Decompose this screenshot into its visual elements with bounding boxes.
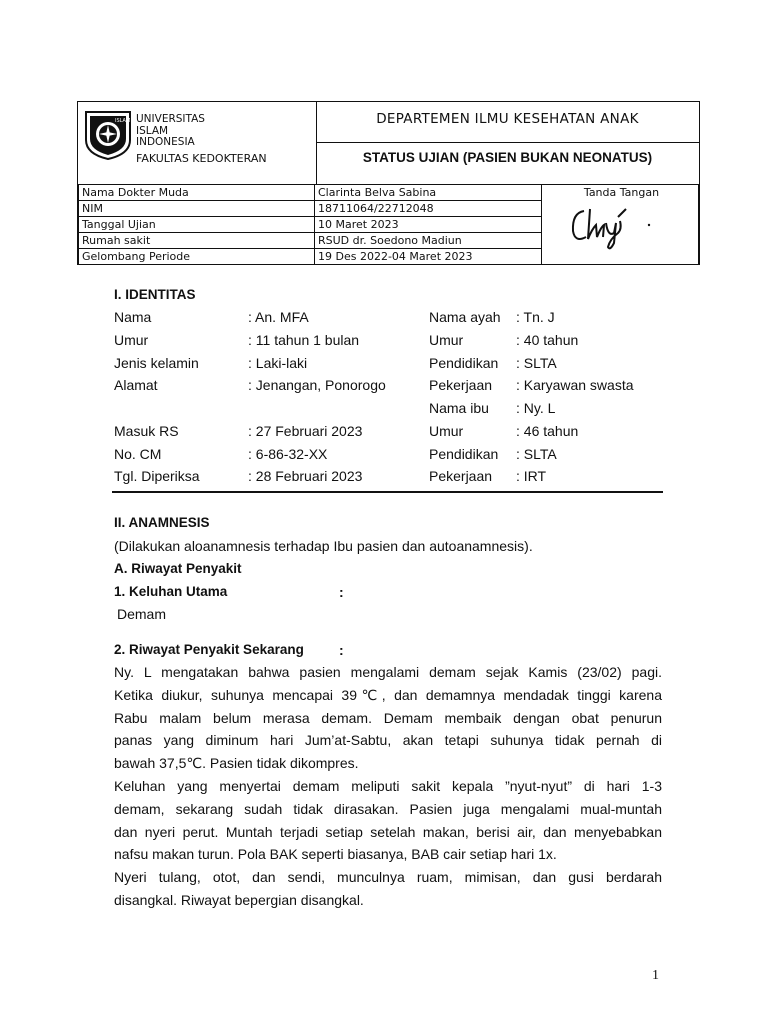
info-label: Rumah sakit [79,233,315,249]
identitas-value: : 28 Februari 2023 [248,468,363,484]
faculty-name: FAKULTAS KEDOKTERAN [136,152,267,165]
anamnesis-heading: II. ANAMNESIS [114,515,210,530]
department-title: DEPARTEMEN ILMU KESEHATAN ANAK [376,111,639,127]
identitas-value: : Karyawan swasta [516,377,634,393]
paragraph-line: Nyeri tulang, otot, dan sendi, munculnya ruam, mimisan, dan gusi berdarah [114,869,662,885]
identitas-label: Pekerjaan [429,377,493,393]
signature-label: Tanda Tangan [583,186,660,199]
table-row [79,185,699,201]
exam-status-title: STATUS UJIAN (PASIEN BUKAN NEONATUS) [362,150,653,165]
info-value: 10 Maret 2023 [315,217,542,233]
paragraph-line: Ny. L mengatakan bahwa pasien mengalami demam sejak Kamis (23/02) pagi. [114,664,662,680]
info-value: RSUD dr. Soedono Madiun [315,233,542,249]
anamnesis-intro: (Dilakukan aloanamnesis terhadap Ibu pasien dan autoanamnesis). [114,538,533,554]
handwritten-signature [570,203,670,253]
keluhan-utama-label: 1. Keluhan Utama [114,584,228,599]
paragraph-line: panas yang diminum hari Jum’at-Sabtu, akan tetapi suhunya tidak pernah di [114,732,662,749]
header-divider [316,142,699,143]
identitas-value: : IRT [516,468,547,484]
university-line: INDONESIA [136,136,195,148]
identitas-value: : SLTA [516,446,557,462]
logo-text: ISLAM [115,118,131,124]
identitas-label: Nama ibu [429,400,489,416]
identitas-value: : 11 tahun 1 bulan [248,332,360,348]
identitas-label: Pendidikan [429,355,499,371]
student-info-table [78,184,699,265]
info-value: Clarinta Belva Sabina [315,185,542,201]
riwayat-penyakit-heading: A. Riwayat Penyakit [114,561,242,576]
identitas-value: : 6-86-32-XX [248,446,328,462]
info-label: NIM [79,201,315,217]
keluhan-utama-colon: : [339,584,344,600]
header-table [77,101,700,265]
identitas-label: Pendidikan [429,446,499,462]
identitas-label: Pekerjaan [429,468,493,484]
paragraph-line: Rabu malam belum merasa demam. Demam membaik dengan obat penurun [114,709,662,726]
info-label: Gelombang Periode [79,249,315,265]
identitas-label: Jenis kelamin [114,355,199,371]
identitas-value: : Ny. L [516,400,556,416]
university-logo [84,110,132,160]
identitas-label: Alamat [114,377,158,393]
rps-paragraph-2 [114,775,662,866]
rps-paragraph-3 [114,866,662,912]
identitas-label: Nama ayah [429,309,501,325]
identitas-label: No. CM [114,446,162,462]
rps-label: 2. Riwayat Penyakit Sekarang [114,642,304,657]
info-value: 18711064/22712048 [315,201,542,217]
identitas-heading: I. IDENTITAS [114,287,196,302]
info-label: Tanggal Ujian [79,217,315,233]
university-name [136,114,205,149]
identitas-value: : Laki-laki [248,355,308,371]
paragraph-line: bawah 37,5℃. Pasien tidak dikompres. [114,755,359,772]
paragraph-line: disangkal. Riwayat bepergian disangkal. [114,891,364,908]
page-number: 1 [652,968,659,983]
identitas-value: : SLTA [516,355,557,371]
rps-colon: : [339,642,344,658]
identitas-label: Nama [114,309,152,325]
info-value: 19 Des 2022-04 Maret 2023 [315,249,542,265]
identitas-label: Umur [429,423,464,439]
paragraph-line: dan nyeri perut. Muntah terjadi setiap setelah makan, berisi air, dan menyebabkan [114,823,662,840]
keluhan-utama-value: Demam [117,606,167,622]
identitas-value: : Jenangan, Ponorogo [248,377,386,393]
info-label: Nama Dokter Muda [79,185,315,201]
identitas-label: Masuk RS [114,423,179,439]
university-line: UNIVERSITAS [136,113,205,125]
identitas-label: Tgl. Diperiksa [114,468,200,484]
identitas-value: : 46 tahun [516,423,579,439]
paragraph-line: Ketika diukur, suhunya mencapai 39℃, dan demamnya mendadak tinggi karena [114,686,662,703]
signature-cell [542,185,699,265]
university-line: ISLAM [136,124,169,137]
identitas-label: Umur [429,332,464,348]
rps-paragraph-1 [114,661,662,775]
identitas-value: : 27 Februari 2023 [248,423,363,439]
paragraph-line: nafsu makan turun. Pola BAK seperti biasanya, BAB cair setiap hari 1x. [114,846,557,863]
identitas-label: Umur [114,332,149,348]
paragraph-line: Keluhan yang menyertai demam meliputi sakit kepala ”nyut-nyut” di hari 1-3 [114,778,662,794]
paragraph-line: demam, sekarang sudah tidak dirasakan. Pasien juga mengalami mual-muntah [114,800,662,817]
identitas-value: : 40 tahun [516,332,579,348]
identitas-value: : An. MFA [248,309,309,325]
section-divider [112,491,663,493]
identitas-value: : Tn. J [516,309,555,325]
